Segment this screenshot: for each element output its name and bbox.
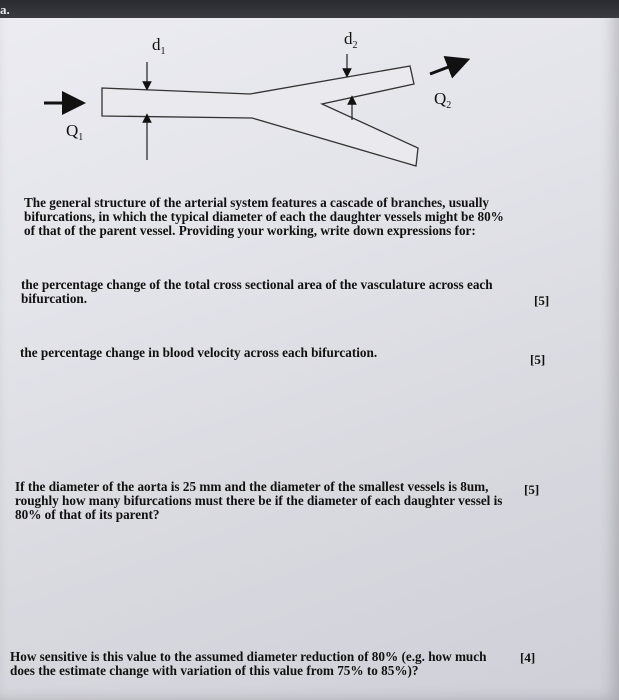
part-1-marks: [5] bbox=[534, 293, 550, 308]
part-4-text: How sensitive is this value to the assumed diameter reduction of 80% (e.g. how much does the estimate change with variation of this value from 75% to 85%)? bbox=[10, 649, 487, 678]
part-2-marks: [5] bbox=[530, 352, 546, 367]
part-3-marks: [5] bbox=[524, 482, 540, 497]
d2-label: $d_2$ bbox=[344, 29, 358, 51]
q2-label: $Q_2$ bbox=[434, 89, 452, 111]
part-2-text: the percentage change in blood velocity across each bifurcation. bbox=[20, 345, 378, 360]
part-4-marks: [4] bbox=[520, 650, 536, 665]
bifurcation-diagram bbox=[0, 0, 619, 200]
d1-label: $d_1$ bbox=[152, 35, 166, 57]
intro-text: The general structure of the arterial system features a cascade of branches, usually bifurcations, in which the typical diameter of each the daughter vessels might be 80% of that of the parent vessel. Providing your working, write down expressions for: bbox=[24, 195, 504, 238]
part-3-text: If the diameter of the aorta is 25 mm and the diameter of the smallest vessels is 8um, roughly how many bifurcations must there be if the diameter of each daughter vessel is 80% of that of its parent? bbox=[15, 479, 503, 522]
part-1-text: the percentage change of the total cross sectional area of the vasculature across each bifurcation. bbox=[21, 277, 493, 306]
q1-label: $Q_1$ bbox=[66, 121, 84, 143]
vessel-outline bbox=[102, 66, 418, 166]
q2-arrow bbox=[430, 63, 459, 74]
question-number: a. bbox=[0, 2, 10, 17]
